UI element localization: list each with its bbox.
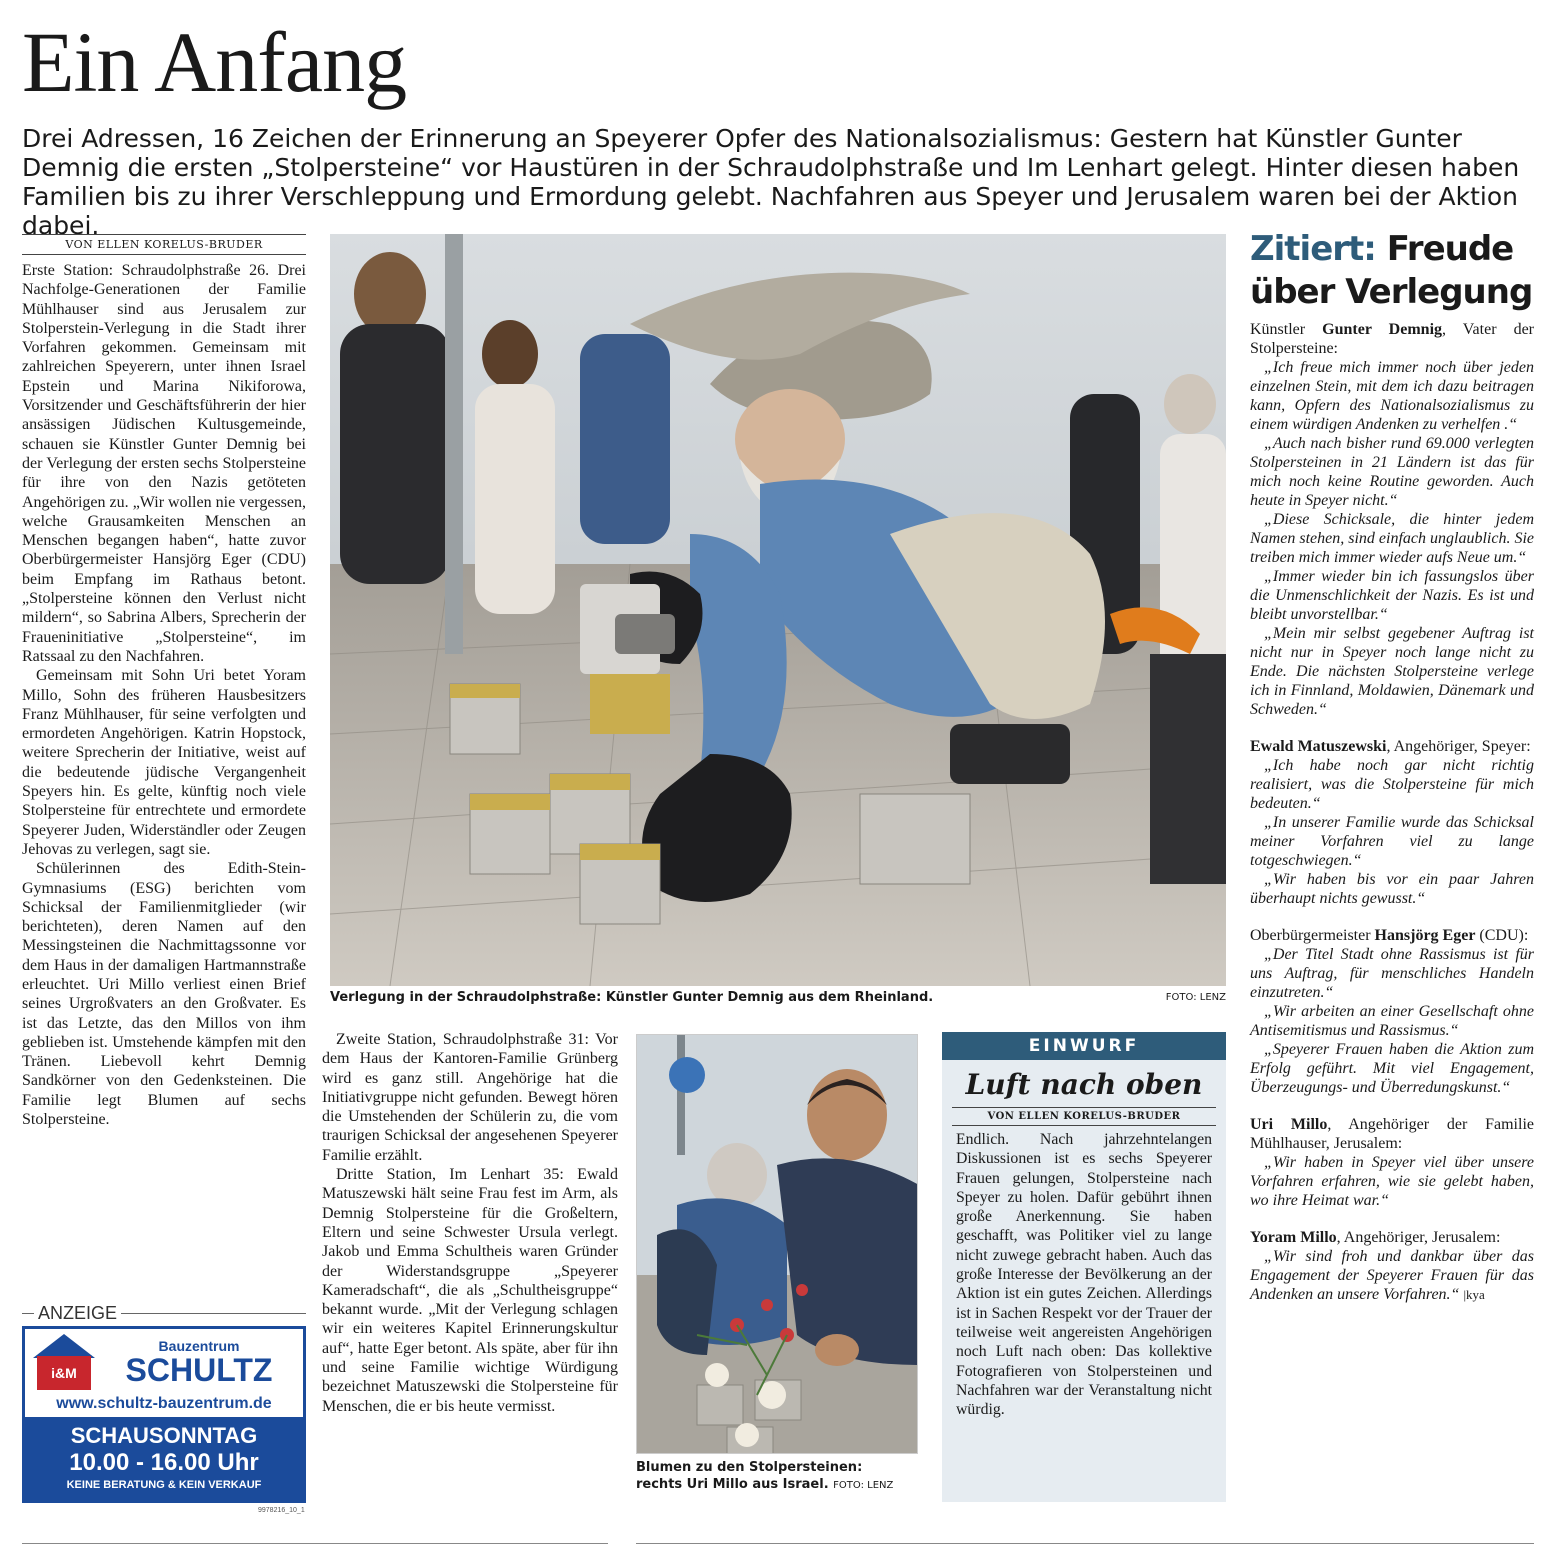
photo-credit: FOTO: LENZ bbox=[1165, 992, 1226, 1003]
article-paragraph: Zweite Station, Schraudolphstraße 31: Vor dem Haus der Kantoren-Familie Grünberg wird es ganz still. Angehörige hat die Initiativgruppe nicht gefunden. Bewegt hören die Umstehenden der Schülerin zu, die vom traurigen Schicksal der angesehenen Speyerer Familie erzählt. bbox=[322, 1031, 618, 1164]
speaker-intro: Yoram Millo, Angehöriger, Jerusalem: bbox=[1250, 1229, 1501, 1246]
main-photo bbox=[330, 234, 1226, 986]
ad-code: 9978216_10_1 bbox=[258, 1507, 305, 1514]
quote: „Wir arbeiten an einer Gesellschaft ohne Antisemitismus und Rassismus.“ bbox=[1250, 1003, 1534, 1039]
einwurf-byline: VON ELLEN KORELUS-BRUDER bbox=[952, 1107, 1216, 1126]
byline: VON ELLEN KORELUS-BRUDER bbox=[22, 234, 306, 255]
speaker-intro: Ewald Matuszewski, Angehöriger, Speyer: bbox=[1250, 738, 1531, 755]
bottom-rule bbox=[22, 1543, 608, 1544]
einwurf-kicker: EINWURF bbox=[942, 1032, 1226, 1060]
quote: „Wir sind froh und dankbar über das Engagement der Speyerer Frauen für das Andenken an unsere Vorfahren.“ |kya bbox=[1250, 1248, 1534, 1303]
speaker-intro: Uri Millo, Angehöriger der Familie Mühlhauser, Jerusalem: bbox=[1250, 1116, 1534, 1152]
quote: „Diese Schicksale, die hinter jedem Namen stehen, sind einfach unglaublich. Sie treiben mich immer wieder aufs Neue um.“ bbox=[1250, 511, 1534, 566]
quote: „Wir haben bis vor ein paar Jahren überhaupt nichts gewusst.“ bbox=[1250, 871, 1534, 907]
einwurf-commentary bbox=[942, 1032, 1226, 1502]
article-column-1 bbox=[22, 234, 306, 1129]
speaker-intro: Oberbürgermeister Hansjörg Eger (CDU): bbox=[1250, 927, 1529, 944]
photo-flowers-stolpersteine bbox=[637, 1035, 918, 1454]
article-paragraph: Gemeinsam mit Sohn Uri betet Yoram Millo, Sohn des früheren Hausbesitzers Franz Mühlhauser, für seine verfolgten und ermordeten Angehörigen. Katrin Hopstock, weitere Sprecherin der Initiative, weist auf die bedeutende jüdische Vergangenheit Speyers hin. Es gelte, künftig noch viele Stolpersteine für entrechtete und ermordete Speyerer Juden, Widerständler oder Zeugen Jehovas zu verlegen, sagt sie. bbox=[22, 667, 306, 858]
quote: „Ich freue mich immer noch über jeden einzelnen Stein, mit dem ich dazu beitragen kann, Opfern des Nationalsozialismus zu einem würdigen Andenken zu verhelfen .“ bbox=[1250, 359, 1534, 433]
photo-stolpersteine-installation bbox=[330, 234, 1226, 986]
article-column-2 bbox=[322, 1030, 618, 1416]
article-paragraph: Schülerinnen des Edith-Stein-Gymnasiums (ESG) berichten vom Schicksal der Familienmitglieder (wir berichteten), deren Namen auf den Messingsteinen die Nachmittagssonne vor dem Haus in der damaligen Hartmannstraße erleuchtet. Uri Millo verliest einen Brief seines Urgroßvaters an den Großvater. Es ist das Letzte, das den Millos von ihm geblieben ist. Umstehende kämpfen mit den Tränen. Liebevoll kehrt Demnig Sandkörner von den Gedenksteinen. Die Familie legt Blumen auf sechs Stolpersteine. bbox=[22, 860, 306, 1129]
small-photo-caption: Blumen zu den Stolpersteinen: rechts Uri Millo aus Israel. FOTO: LENZ bbox=[636, 1460, 894, 1492]
ad-event-box: SCHAUSONNTAG 10.00 - 16.00 Uhr KEINE BERATUNG & KEIN VERKAUF bbox=[25, 1417, 303, 1503]
quote: „Mein mir selbst gegebener Auftrag ist nicht nur in Speyer noch lange nicht zu Ende. Die nächsten Stolpersteine verlege ich in Finnland, Moldawien, Dänemark und Schweden.“ bbox=[1250, 625, 1534, 718]
einwurf-title: Luft nach oben bbox=[965, 1068, 1203, 1101]
quote: „Wir haben in Speyer viel über unsere Vorfahren erfahren, wie sie gelebt haben, wo ihre Heimat war.“ bbox=[1250, 1154, 1534, 1209]
house-logo-icon: i&M bbox=[33, 1334, 95, 1390]
quote: „Immer wieder bin ich fassungslos über die Unmenschlichkeit der Nazis. Es ist und bleibt unvorstellbar.“ bbox=[1250, 568, 1534, 623]
speaker-intro: Künstler Gunter Demnig, Vater der Stolpersteine: bbox=[1250, 321, 1534, 357]
advertisement[interactable] bbox=[22, 1326, 306, 1503]
ad-brand: Bauzentrum SCHULTZ bbox=[125, 1338, 273, 1388]
lede: Drei Adressen, 16 Zeichen der Erinnerung an Speyerer Opfer des Nationalsozialismus: Gestern hat Künstler Gunter Demnig die ersten „Stolpersteine“ vor Haustüren in der Schraudolphstraße und Im Lenhart gelegt. Hinter diesen haben Familien bis zu ihrer Verschleppung und Ermordung gelebt. Nachfahren aus Speyer und Jerusalem waren bei der Aktion dabei. bbox=[22, 124, 1520, 240]
headline: Ein Anfang bbox=[22, 14, 407, 110]
ad-url[interactable]: www.schultz-bauzentrum.de bbox=[25, 1395, 303, 1417]
einwurf-text: Endlich. Nach jahrzehntelangen Diskussionen ist es sechs Speyerer Frauen gelungen, Stolpersteine nach Speyer zu holen. Dafür gebührt ihnen große Anerkennung. Sie haben geschafft, was Politiker viel zu lange nicht zuwege gebracht haben. Auch das große Interesse der Bevölkerung an der Aktion ist ein gutes Zeichen. Allerdings ist in Sachen Respekt vor der Trauer der teilweise weit angereisten Angehörigen noch Luft nach oben: Das kollektive Fotografieren von Stolpersteinen und Nachfahren war der Veranstaltung nicht würdig. bbox=[956, 1131, 1212, 1419]
quote: „Ich habe noch gar nicht richtig realisiert, was die Stolpersteine für mich bedeuten.“ bbox=[1250, 757, 1534, 812]
quotes-column bbox=[1250, 228, 1534, 1304]
author-signoff: |kya bbox=[1463, 1287, 1485, 1302]
article-paragraph: Dritte Station, Im Lenhart 35: Ewald Matuszewski hält seine Frau fest im Arm, als Demnig Stolpersteine für die Großeltern, Eltern und seine Schwester Ursula verlegt. Jakob und Emma Schultheis waren Gründer der Widerstandsgruppe „Speyerer Kameradschaft“, die als „Schultheisgruppe“ bekannt wurde. „Mit der Verlegung schlagen wir ein weiteres Kapitel Erinnerungskultur auf“, hatte Eger betont. Als späte, aber für ihn und seine Familie wichtige Würdigung bezeichnet Matuszewski die Stolpersteine für Menschen, die er bis heute vermisst. bbox=[322, 1166, 618, 1415]
quotes-title: Zitiert: Freude über Verlegung bbox=[1250, 229, 1533, 312]
article-paragraph: Erste Station: Schraudolphstraße 26. Drei Nachfolge-Generationen der Familie Mühlhauser sind aus Jerusalem zur Stolperstein-Verlegung in die Stadt ihrer Vorfahren gekommen. Gemeinsam mit zahlreichen Speyerern, unter ihnen Israel Epstein und Marina Nikiforowa, Vorsitzender und Geschäftsführerin der hier ansässigen Jüdischen Kultusgemeinde, schauen sie Künstler Gunter Demnig bei der Verlegung der ersten sechs Stolpersteine für ihre von den Nazis getöteten Angehörigen zu. „Wir wollen nie vergessen, welche Grausamkeiten Menschen an Menschen begangen haben“, hatte zuvor Oberbürgermeister Hansjörg Eger (CDU) beim Empfang im Rathaus betont. „Stolpersteine können den Verlust nicht mildern“, so Sabrina Albers, Sprecherin der Fraueninitiative „Stolpersteine“, im Ratssaal zu den Nachfahren. bbox=[22, 262, 306, 665]
quote: „Speyerer Frauen haben die Aktion zum Erfolg geführt. Mit viel Engagement, Überzeugungs- und Überredungskunst.“ bbox=[1250, 1041, 1534, 1096]
ad-label: ANZEIGE bbox=[22, 1303, 306, 1324]
quote: „Der Titel Stadt ohne Rassismus ist für uns Auftrag, für menschliches Handeln einzutreten.“ bbox=[1250, 946, 1534, 1001]
bottom-rule bbox=[636, 1543, 1534, 1544]
small-photo bbox=[636, 1034, 918, 1454]
main-photo-caption: Verlegung in der Schraudolphstraße: Künstler Gunter Demnig aus dem Rheinland. FOTO: LENZ bbox=[330, 990, 1226, 1005]
photo-credit: FOTO: LENZ bbox=[833, 1480, 894, 1491]
quote: „In unserer Familie wurde das Schicksal meiner Vorfahren viel zu lange totgeschwiegen.“ bbox=[1250, 814, 1534, 869]
quote: „Auch nach bisher rund 69.000 verlegten Stolpersteinen in 21 Ländern ist das für mich noch keine Routine geworden. Auch heute in Speyer nicht.“ bbox=[1250, 435, 1534, 509]
